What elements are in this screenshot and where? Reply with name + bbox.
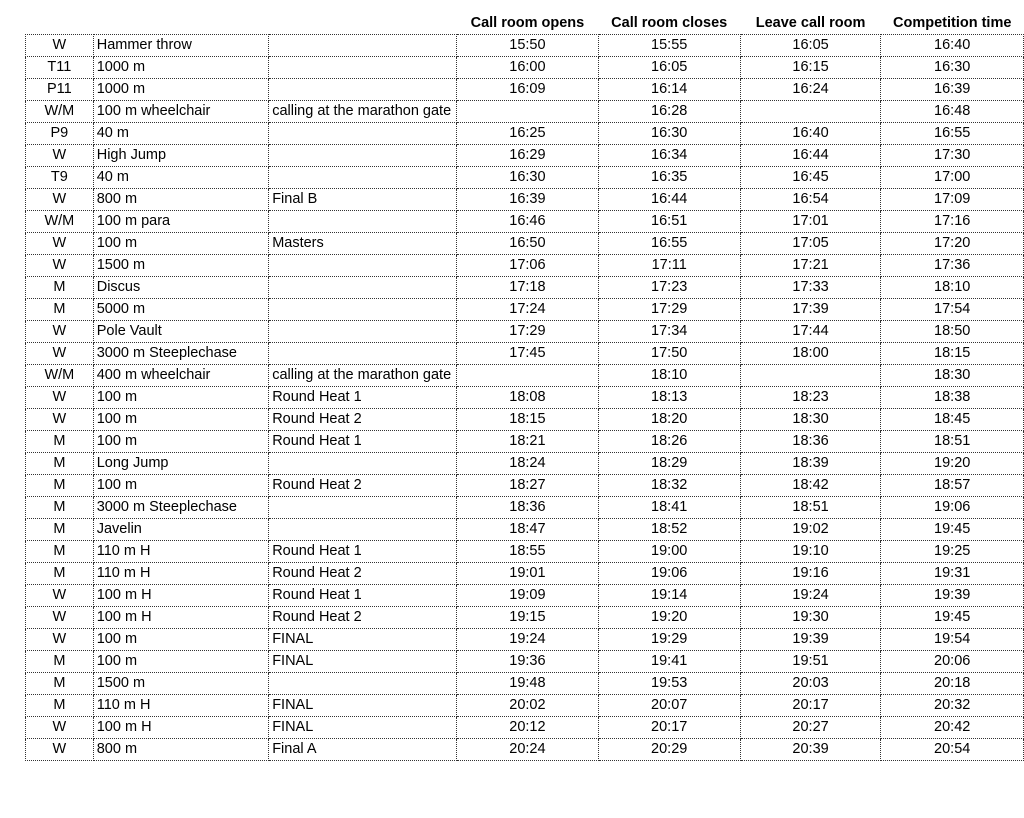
leave-call-room-cell: 16:15: [740, 57, 881, 79]
table-row: [26, 321, 1024, 343]
competition-time-cell: 20:06: [881, 651, 1024, 673]
category-cell: W: [26, 717, 94, 739]
event-cell: 100 m: [93, 409, 268, 431]
call-room-closes-cell: 16:30: [598, 123, 740, 145]
note-cell: Final B: [269, 189, 457, 211]
category-cell: M: [26, 431, 94, 453]
event-cell: 110 m H: [93, 563, 268, 585]
schedule-body: [26, 35, 1024, 761]
event-cell: 100 m: [93, 387, 268, 409]
header-category: [26, 12, 94, 35]
event-cell: 100 m wheelchair: [93, 101, 268, 123]
category-cell: W: [26, 629, 94, 651]
competition-time-cell: 17:16: [881, 211, 1024, 233]
call-room-closes-cell: 17:23: [598, 277, 740, 299]
leave-call-room-cell: [740, 365, 881, 387]
table-row: [26, 497, 1024, 519]
call-room-opens-cell: 19:09: [457, 585, 599, 607]
leave-call-room-cell: 19:02: [740, 519, 881, 541]
note-cell: [269, 673, 457, 695]
table-row: [26, 255, 1024, 277]
competition-time-cell: 16:30: [881, 57, 1024, 79]
leave-call-room-cell: 18:23: [740, 387, 881, 409]
leave-call-room-cell: 17:33: [740, 277, 881, 299]
table-row: [26, 717, 1024, 739]
note-cell: Round Heat 2: [269, 475, 457, 497]
call-room-opens-cell: 20:12: [457, 717, 599, 739]
category-cell: M: [26, 497, 94, 519]
note-cell: [269, 167, 457, 189]
call-room-closes-cell: 18:41: [598, 497, 740, 519]
competition-time-cell: 18:15: [881, 343, 1024, 365]
competition-time-cell: 16:48: [881, 101, 1024, 123]
table-row: [26, 453, 1024, 475]
category-cell: T11: [26, 57, 94, 79]
event-cell: 110 m H: [93, 541, 268, 563]
call-room-opens-cell: 18:27: [457, 475, 599, 497]
event-cell: 100 m: [93, 629, 268, 651]
call-room-opens-cell: 16:09: [457, 79, 599, 101]
call-room-opens-cell: 18:55: [457, 541, 599, 563]
table-row: [26, 145, 1024, 167]
table-row: [26, 57, 1024, 79]
leave-call-room-cell: 18:39: [740, 453, 881, 475]
table-row: [26, 299, 1024, 321]
event-cell: 3000 m Steeplechase: [93, 497, 268, 519]
leave-call-room-cell: 18:36: [740, 431, 881, 453]
competition-time-cell: 19:31: [881, 563, 1024, 585]
table-row: [26, 607, 1024, 629]
call-room-closes-cell: 17:29: [598, 299, 740, 321]
leave-call-room-cell: 20:27: [740, 717, 881, 739]
event-cell: Pole Vault: [93, 321, 268, 343]
call-room-closes-cell: 17:11: [598, 255, 740, 277]
leave-call-room-cell: 19:24: [740, 585, 881, 607]
category-cell: W/M: [26, 211, 94, 233]
note-cell: [269, 255, 457, 277]
table-row: [26, 343, 1024, 365]
category-cell: W: [26, 387, 94, 409]
leave-call-room-cell: 19:39: [740, 629, 881, 651]
note-cell: FINAL: [269, 717, 457, 739]
call-room-opens-cell: 17:45: [457, 343, 599, 365]
note-cell: [269, 101, 457, 123]
competition-time-cell: 16:39: [881, 79, 1024, 101]
note-cell: Round Heat 2: [269, 409, 457, 431]
event-cell: Javelin: [93, 519, 268, 541]
leave-call-room-cell: 16:54: [740, 189, 881, 211]
note-cell: FINAL: [269, 629, 457, 651]
event-cell: 1500 m: [93, 255, 268, 277]
call-room-closes-cell: 19:20: [598, 607, 740, 629]
category-cell: W: [26, 607, 94, 629]
call-room-closes-cell: 16:55: [598, 233, 740, 255]
note-cell: [269, 35, 457, 57]
competition-time-cell: 19:54: [881, 629, 1024, 651]
schedule-sheet: [25, 12, 1024, 761]
event-cell: 40 m: [93, 123, 268, 145]
table-row: [26, 651, 1024, 673]
category-cell: W: [26, 409, 94, 431]
schedule-table: [25, 12, 1024, 761]
note-cell: [269, 497, 457, 519]
note-cell: Round Heat 1: [269, 585, 457, 607]
call-room-opens-cell: 18:24: [457, 453, 599, 475]
competition-time-cell: 19:39: [881, 585, 1024, 607]
competition-time-cell: 18:57: [881, 475, 1024, 497]
competition-time-cell: 16:55: [881, 123, 1024, 145]
competition-time-cell: 18:50: [881, 321, 1024, 343]
event-cell: 400 m wheelchair: [93, 365, 268, 387]
call-room-closes-cell: 18:20: [598, 409, 740, 431]
call-room-closes-cell: 19:14: [598, 585, 740, 607]
header-event: [93, 12, 268, 35]
competition-time-cell: 18:30: [881, 365, 1024, 387]
note-cell: [269, 299, 457, 321]
note-cell: Round Heat 2: [269, 607, 457, 629]
category-cell: W: [26, 233, 94, 255]
call-room-closes-cell: 18:32: [598, 475, 740, 497]
table-row: [26, 387, 1024, 409]
note-cell: FINAL: [269, 695, 457, 717]
call-room-opens-cell: 17:29: [457, 321, 599, 343]
leave-call-room-cell: 18:42: [740, 475, 881, 497]
call-room-opens-cell: 18:15: [457, 409, 599, 431]
event-cell: 40 m: [93, 167, 268, 189]
category-cell: T9: [26, 167, 94, 189]
competition-time-cell: 19:06: [881, 497, 1024, 519]
leave-call-room-cell: 20:39: [740, 739, 881, 761]
competition-time-cell: 18:38: [881, 387, 1024, 409]
note-cell: [269, 123, 457, 145]
leave-call-room-cell: 17:39: [740, 299, 881, 321]
call-room-closes-cell: 16:34: [598, 145, 740, 167]
call-room-opens-cell: 16:00: [457, 57, 599, 79]
category-cell: W: [26, 255, 94, 277]
call-room-closes-cell: 18:52: [598, 519, 740, 541]
note-cell: Round Heat 1: [269, 431, 457, 453]
leave-call-room-cell: 20:17: [740, 695, 881, 717]
note-cell: [269, 79, 457, 101]
event-cell: High Jump: [93, 145, 268, 167]
category-cell: M: [26, 475, 94, 497]
call-room-closes-cell: 19:53: [598, 673, 740, 695]
category-cell: W: [26, 321, 94, 343]
competition-time-cell: 18:51: [881, 431, 1024, 453]
category-cell: W/M: [26, 101, 94, 123]
header-leave-call-room: Leave call room: [755, 14, 866, 31]
call-room-closes-cell: 20:17: [598, 717, 740, 739]
call-room-opens-cell: 18:21: [457, 431, 599, 453]
call-room-closes-cell: 19:06: [598, 563, 740, 585]
competition-time-cell: 18:45: [881, 409, 1024, 431]
note-cell: [269, 343, 457, 365]
leave-call-room-cell: 17:44: [740, 321, 881, 343]
category-cell: W: [26, 585, 94, 607]
note-text: calling at the marathon gate: [272, 367, 452, 383]
event-cell: 110 m H: [93, 695, 268, 717]
call-room-opens-cell: 16:29: [457, 145, 599, 167]
table-row: [26, 475, 1024, 497]
header-note: [269, 12, 457, 35]
table-row: [26, 585, 1024, 607]
call-room-closes-cell: 17:50: [598, 343, 740, 365]
note-cell: FINAL: [269, 651, 457, 673]
call-room-closes-cell: 16:51: [598, 211, 740, 233]
call-room-opens-cell: 20:02: [457, 695, 599, 717]
header-competition-time: Competition time: [892, 14, 1012, 31]
competition-time-cell: 19:45: [881, 607, 1024, 629]
call-room-opens-cell: 16:30: [457, 167, 599, 189]
event-cell: 3000 m Steeplechase: [93, 343, 268, 365]
event-cell: Hammer throw: [93, 35, 268, 57]
call-room-opens-cell: 18:47: [457, 519, 599, 541]
table-row: [26, 365, 1024, 387]
category-cell: W/M: [26, 365, 94, 387]
call-room-closes-cell: 19:41: [598, 651, 740, 673]
leave-call-room-cell: 18:30: [740, 409, 881, 431]
call-room-opens-cell: 17:24: [457, 299, 599, 321]
event-cell: 100 m H: [93, 717, 268, 739]
call-room-closes-cell: 16:35: [598, 167, 740, 189]
call-room-opens-cell: 16:25: [457, 123, 599, 145]
call-room-opens-cell: 19:01: [457, 563, 599, 585]
note-cell: [269, 453, 457, 475]
call-room-closes-cell: 16:05: [598, 57, 740, 79]
note-cell: [269, 277, 457, 299]
competition-time-cell: 17:00: [881, 167, 1024, 189]
leave-call-room-cell: [740, 101, 881, 123]
competition-time-cell: 17:09: [881, 189, 1024, 211]
category-cell: M: [26, 651, 94, 673]
competition-time-cell: 20:32: [881, 695, 1024, 717]
category-cell: P9: [26, 123, 94, 145]
leave-call-room-cell: 17:05: [740, 233, 881, 255]
event-cell: 100 m H: [93, 607, 268, 629]
call-room-opens-cell: 19:48: [457, 673, 599, 695]
category-cell: M: [26, 277, 94, 299]
call-room-closes-cell: 16:28: [598, 101, 740, 123]
competition-time-cell: 19:25: [881, 541, 1024, 563]
header-call-room-closes: Call room closes: [611, 14, 728, 31]
competition-time-cell: 20:54: [881, 739, 1024, 761]
table-row: [26, 233, 1024, 255]
category-cell: M: [26, 695, 94, 717]
note-cell: [269, 145, 457, 167]
call-room-closes-cell: 20:29: [598, 739, 740, 761]
call-room-opens-cell: 19:36: [457, 651, 599, 673]
table-row: [26, 189, 1024, 211]
table-row: [26, 101, 1024, 123]
leave-call-room-cell: 19:51: [740, 651, 881, 673]
call-room-closes-cell: 15:55: [598, 35, 740, 57]
call-room-closes-cell: 18:26: [598, 431, 740, 453]
leave-call-room-cell: 16:44: [740, 145, 881, 167]
table-row: [26, 409, 1024, 431]
call-room-closes-cell: 17:34: [598, 321, 740, 343]
note-cell: Round Heat 2: [269, 563, 457, 585]
event-cell: 5000 m: [93, 299, 268, 321]
competition-time-cell: 17:36: [881, 255, 1024, 277]
table-row: [26, 673, 1024, 695]
call-room-opens-cell: 19:15: [457, 607, 599, 629]
call-room-closes-cell: 18:10: [598, 365, 740, 387]
leave-call-room-cell: 16:45: [740, 167, 881, 189]
competition-time-cell: 20:18: [881, 673, 1024, 695]
leave-call-room-cell: 16:05: [740, 35, 881, 57]
leave-call-room-cell: 18:51: [740, 497, 881, 519]
call-room-opens-cell: 16:50: [457, 233, 599, 255]
note-cell: Round Heat 1: [269, 541, 457, 563]
category-cell: M: [26, 299, 94, 321]
category-cell: W: [26, 35, 94, 57]
table-row: [26, 739, 1024, 761]
leave-call-room-cell: 18:00: [740, 343, 881, 365]
note-cell: Round Heat 1: [269, 387, 457, 409]
category-cell: M: [26, 519, 94, 541]
category-cell: M: [26, 563, 94, 585]
call-room-closes-cell: 20:07: [598, 695, 740, 717]
table-row: [26, 35, 1024, 57]
call-room-opens-cell: 19:24: [457, 629, 599, 651]
event-cell: 1500 m: [93, 673, 268, 695]
table-row: [26, 79, 1024, 101]
competition-time-cell: 17:20: [881, 233, 1024, 255]
call-room-opens-cell: 16:46: [457, 211, 599, 233]
category-cell: P11: [26, 79, 94, 101]
event-cell: Long Jump: [93, 453, 268, 475]
leave-call-room-cell: 17:01: [740, 211, 881, 233]
competition-time-cell: 16:40: [881, 35, 1024, 57]
category-cell: M: [26, 673, 94, 695]
leave-call-room-cell: 19:10: [740, 541, 881, 563]
competition-time-cell: 19:45: [881, 519, 1024, 541]
event-cell: 1000 m: [93, 57, 268, 79]
leave-call-room-cell: 16:40: [740, 123, 881, 145]
event-cell: 800 m: [93, 739, 268, 761]
call-room-closes-cell: 16:44: [598, 189, 740, 211]
table-row: [26, 211, 1024, 233]
table-row: [26, 563, 1024, 585]
note-cell: [269, 57, 457, 79]
call-room-closes-cell: 19:00: [598, 541, 740, 563]
event-cell: 100 m H: [93, 585, 268, 607]
table-row: [26, 519, 1024, 541]
category-cell: M: [26, 541, 94, 563]
leave-call-room-cell: 19:16: [740, 563, 881, 585]
competition-time-cell: 19:20: [881, 453, 1024, 475]
note-text: calling at the marathon gate: [272, 103, 452, 119]
call-room-opens-cell: 17:18: [457, 277, 599, 299]
category-cell: M: [26, 453, 94, 475]
call-room-closes-cell: 18:13: [598, 387, 740, 409]
header-row: [26, 12, 1024, 35]
competition-time-cell: 20:42: [881, 717, 1024, 739]
note-cell: [269, 519, 457, 541]
leave-call-room-cell: 20:03: [740, 673, 881, 695]
leave-call-room-cell: 19:30: [740, 607, 881, 629]
table-row: [26, 431, 1024, 453]
table-row: [26, 629, 1024, 651]
table-row: [26, 123, 1024, 145]
event-cell: Discus: [93, 277, 268, 299]
category-cell: W: [26, 739, 94, 761]
leave-call-room-cell: 17:21: [740, 255, 881, 277]
table-row: [26, 277, 1024, 299]
leave-call-room-cell: 16:24: [740, 79, 881, 101]
event-cell: 100 m: [93, 431, 268, 453]
event-cell: 800 m: [93, 189, 268, 211]
table-row: [26, 541, 1024, 563]
table-row: [26, 695, 1024, 717]
call-room-opens-cell: 17:06: [457, 255, 599, 277]
category-cell: W: [26, 145, 94, 167]
call-room-opens-cell: 18:36: [457, 497, 599, 519]
header-call-room-opens: Call room opens: [470, 14, 585, 31]
call-room-opens-cell: [457, 101, 599, 123]
call-room-closes-cell: 19:29: [598, 629, 740, 651]
note-cell: [269, 365, 457, 387]
event-cell: 100 m: [93, 651, 268, 673]
note-cell: [269, 211, 457, 233]
note-cell: Masters: [269, 233, 457, 255]
call-room-opens-cell: 18:08: [457, 387, 599, 409]
event-cell: 100 m: [93, 475, 268, 497]
competition-time-cell: 17:30: [881, 145, 1024, 167]
call-room-closes-cell: 18:29: [598, 453, 740, 475]
call-room-closes-cell: 16:14: [598, 79, 740, 101]
note-cell: Final A: [269, 739, 457, 761]
call-room-opens-cell: 16:39: [457, 189, 599, 211]
competition-time-cell: 17:54: [881, 299, 1024, 321]
competition-time-cell: 18:10: [881, 277, 1024, 299]
event-cell: 100 m: [93, 233, 268, 255]
event-cell: 100 m para: [93, 211, 268, 233]
category-cell: W: [26, 343, 94, 365]
call-room-opens-cell: 20:24: [457, 739, 599, 761]
event-cell: 1000 m: [93, 79, 268, 101]
table-row: [26, 167, 1024, 189]
note-cell: [269, 321, 457, 343]
category-cell: W: [26, 189, 94, 211]
call-room-opens-cell: [457, 365, 599, 387]
call-room-opens-cell: 15:50: [457, 35, 599, 57]
